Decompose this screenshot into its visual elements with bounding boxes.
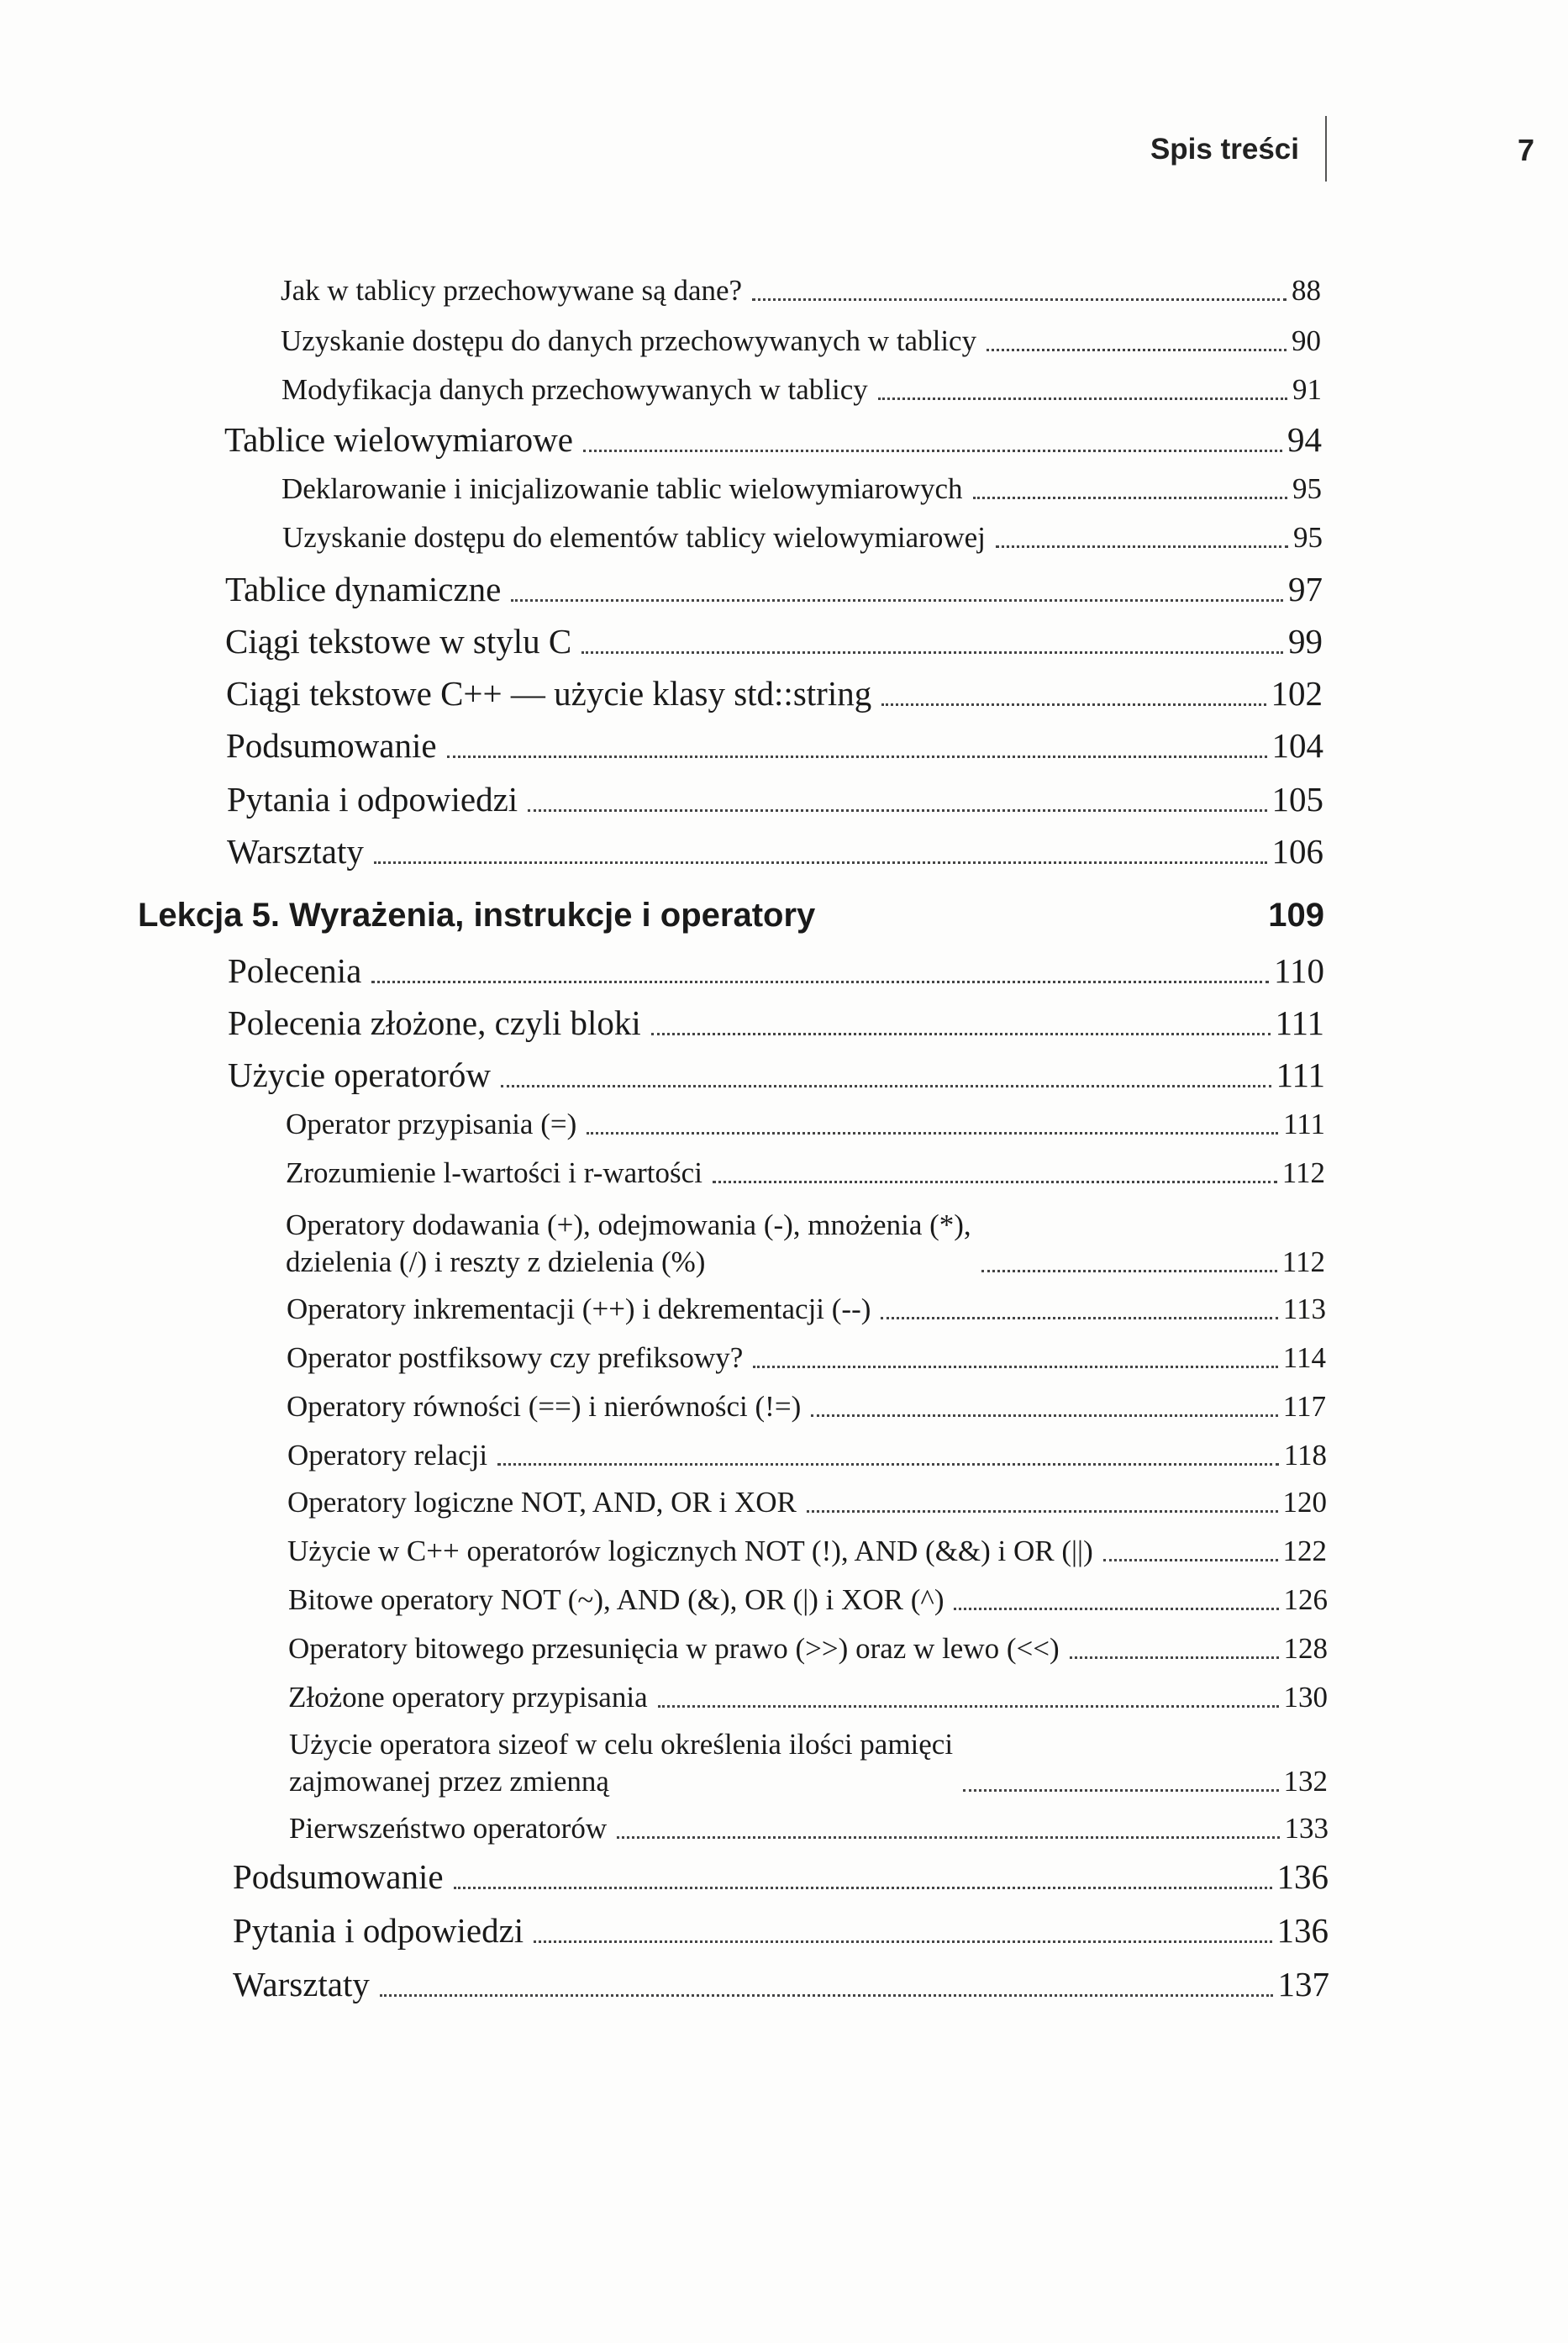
- entry-page-number: 102: [1271, 674, 1323, 713]
- toc-entry: [289, 1726, 1328, 1800]
- toc-entry: [286, 1106, 1325, 1143]
- entry-page-number: 111: [1283, 1108, 1325, 1140]
- chapter-entry: [138, 894, 1324, 936]
- dot-leader: [881, 703, 1265, 706]
- entry-title: Użycie operatorów: [228, 1056, 492, 1094]
- toc-entry: [289, 1810, 1329, 1847]
- entry-title: Pytania i odpowiedzi: [233, 1911, 524, 1950]
- dot-leader: [807, 1510, 1278, 1513]
- entry-page-number: 120: [1282, 1486, 1327, 1519]
- dot-leader: [374, 861, 1267, 864]
- entry-title: Operator postfiksowy czy prefiksowy?: [287, 1341, 744, 1374]
- page-number: 7: [1518, 133, 1535, 167]
- dot-leader: [651, 1033, 1271, 1035]
- dot-leader: [581, 651, 1283, 654]
- toc-entry: [287, 1484, 1327, 1521]
- entry-page-number: 137: [1277, 1965, 1329, 2003]
- dot-leader: [534, 1940, 1271, 1943]
- toc-entry: [233, 1909, 1329, 1951]
- entry-page-number: 88: [1292, 274, 1321, 307]
- toc-entry: [282, 471, 1322, 508]
- entry-page-number: 95: [1292, 472, 1322, 505]
- toc-entry: [288, 1679, 1328, 1716]
- dot-leader: [954, 1608, 1278, 1610]
- entry-page-number: 114: [1282, 1341, 1326, 1374]
- dot-leader: [878, 398, 1287, 400]
- toc-entry: [287, 1533, 1327, 1570]
- entry-title: Zrozumienie l-wartości i r-wartości: [286, 1156, 702, 1189]
- entry-title: Jak w tablicy przechowywane są dane?: [281, 274, 743, 307]
- dot-leader: [1070, 1656, 1279, 1659]
- dot-leader: [447, 756, 1267, 758]
- entry-page-number: 106: [1271, 832, 1323, 871]
- toc-entry: [287, 1437, 1327, 1474]
- entry-title: Deklarowanie i inicjalizowanie tablic wielowymiarowych: [282, 472, 963, 505]
- dot-leader: [752, 298, 1286, 301]
- dot-leader: [380, 1994, 1273, 1997]
- running-header-title: Spis treści: [1150, 133, 1299, 166]
- dot-leader: [973, 497, 1287, 499]
- dot-leader: [583, 450, 1282, 452]
- entry-page-number: 136: [1276, 1857, 1329, 1896]
- entry-title: Użycie w C++ operatorów logicznych NOT (!), AND (&&) i OR (||): [287, 1535, 1093, 1567]
- toc-entry: [227, 778, 1323, 820]
- toc-entry: [233, 1856, 1329, 1898]
- dot-leader: [753, 1366, 1277, 1368]
- entry-page-number: 122: [1282, 1535, 1327, 1567]
- entry-title: Pytania i odpowiedzi: [227, 780, 518, 819]
- dot-leader: [587, 1132, 1278, 1135]
- toc-entry: [286, 1155, 1325, 1192]
- entry-title: Polecenia: [228, 951, 362, 990]
- entry-page-number: 126: [1283, 1583, 1328, 1616]
- dot-leader: [454, 1887, 1272, 1889]
- toc-entry: [282, 371, 1322, 408]
- header-divider: [1325, 116, 1327, 182]
- toc-entry: [225, 568, 1323, 610]
- entry-title: Operatory inkrementacji (++) i dekrementacji (--): [287, 1293, 871, 1325]
- dot-leader: [811, 1414, 1278, 1417]
- entry-title: Użycie operatora sizeof w celu określenia ilości pamięci zajmowanej przez zmienną: [289, 1728, 954, 1798]
- toc-entry: [226, 724, 1323, 766]
- entry-title: Warsztaty: [233, 1965, 370, 2003]
- entry-page-number: 94: [1287, 420, 1322, 459]
- dot-leader: [996, 545, 1288, 548]
- entry-page-number: 136: [1276, 1911, 1329, 1950]
- dot-leader: [501, 1085, 1271, 1087]
- toc-entry: [227, 830, 1323, 872]
- toc-entry: [225, 620, 1323, 662]
- dot-leader: [881, 1317, 1277, 1319]
- entry-title: Operatory bitowego przesunięcia w prawo (>>) oraz w lewo (<<): [288, 1632, 1060, 1665]
- entry-page-number: 104: [1271, 726, 1323, 765]
- entry-title: Operator przypisania (=): [286, 1108, 577, 1140]
- entry-page-number: 99: [1288, 622, 1323, 661]
- entry-title: Ciągi tekstowe C++ — użycie klasy std::string: [226, 674, 872, 713]
- entry-page-number: 118: [1283, 1439, 1327, 1472]
- entry-page-number: 110: [1274, 951, 1324, 990]
- entry-title: Lekcja 5. Wyrażenia, instrukcje i operatory: [138, 897, 816, 934]
- entry-page-number: 90: [1292, 324, 1321, 357]
- entry-page-number: 130: [1283, 1681, 1328, 1714]
- entry-title: Podsumowanie: [226, 726, 437, 765]
- toc-entry: [288, 1582, 1328, 1619]
- entry-page-number: 132: [1283, 1765, 1328, 1798]
- dot-leader: [981, 1270, 1277, 1272]
- entry-title: Tablice dynamiczne: [225, 570, 502, 608]
- dot-leader: [511, 599, 1283, 602]
- entry-title: Złożone operatory przypisania: [288, 1681, 648, 1714]
- toc-entry: [286, 1207, 1325, 1281]
- entry-title: Ciągi tekstowe w stylu C: [225, 622, 572, 661]
- toc-entry: [287, 1340, 1326, 1377]
- entry-page-number: 128: [1283, 1632, 1328, 1665]
- toc-entry: [228, 1002, 1324, 1044]
- entry-page-number: 112: [1281, 1156, 1325, 1189]
- dot-leader: [1103, 1559, 1278, 1561]
- toc-entry: [287, 1388, 1326, 1425]
- entry-title: Tablice wielowymiarowe: [224, 420, 573, 459]
- entry-page-number: 113: [1282, 1293, 1326, 1325]
- dot-leader: [497, 1463, 1279, 1466]
- toc-entry: [226, 672, 1323, 714]
- dot-leader: [528, 809, 1266, 812]
- toc-entry: [288, 1630, 1328, 1667]
- dot-leader: [658, 1705, 1279, 1708]
- entry-page-number: 97: [1288, 570, 1323, 608]
- entry-page-number: 112: [1281, 1245, 1325, 1278]
- dot-leader: [617, 1836, 1279, 1839]
- entry-page-number: 117: [1282, 1390, 1326, 1423]
- entry-page-number: 109: [1268, 897, 1324, 934]
- dot-leader: [713, 1181, 1277, 1183]
- entry-title: Pierwszeństwo operatorów: [289, 1812, 608, 1845]
- toc-entry: [281, 323, 1321, 360]
- entry-title: Operatory logiczne NOT, AND, OR i XOR: [287, 1486, 797, 1519]
- dot-leader: [963, 1789, 1278, 1792]
- entry-title: Uzyskanie dostępu do elementów tablicy wielowymiarowej: [282, 521, 986, 554]
- entry-title: Polecenia złożone, czyli bloki: [228, 1003, 641, 1042]
- toc-entry: [228, 950, 1324, 992]
- toc-entry: [281, 272, 1321, 309]
- entry-title: Warsztaty: [227, 832, 364, 871]
- entry-title: Bitowe operatory NOT (~), AND (&), OR (|) i XOR (^): [288, 1583, 944, 1616]
- entry-title: Uzyskanie dostępu do danych przechowywanych w tablicy: [281, 324, 977, 357]
- toc-entry: [224, 419, 1322, 461]
- toc-entry: [287, 1291, 1326, 1328]
- entry-title: Podsumowanie: [233, 1857, 444, 1896]
- entry-page-number: 111: [1275, 1003, 1324, 1042]
- entry-title: Operatory równości (==) i nierówności (!=): [287, 1390, 802, 1423]
- toc-entry: [233, 1963, 1329, 2005]
- entry-title: Operatory relacji: [287, 1439, 488, 1472]
- toc-entry: [228, 1054, 1325, 1096]
- entry-page-number: 105: [1271, 780, 1323, 819]
- toc-entry: [282, 519, 1323, 556]
- dot-leader: [371, 981, 1269, 983]
- entry-page-number: 133: [1284, 1812, 1329, 1845]
- entry-page-number: 95: [1293, 521, 1323, 554]
- entry-page-number: 91: [1292, 373, 1322, 406]
- entry-page-number: 111: [1276, 1056, 1325, 1094]
- entry-title: Modyfikacja danych przechowywanych w tablicy: [282, 373, 868, 406]
- dot-leader: [987, 349, 1286, 351]
- entry-title: Operatory dodawania (+), odejmowania (-), mnożenia (*), dzielenia (/) i reszty z dzielenia (%): [286, 1208, 971, 1278]
